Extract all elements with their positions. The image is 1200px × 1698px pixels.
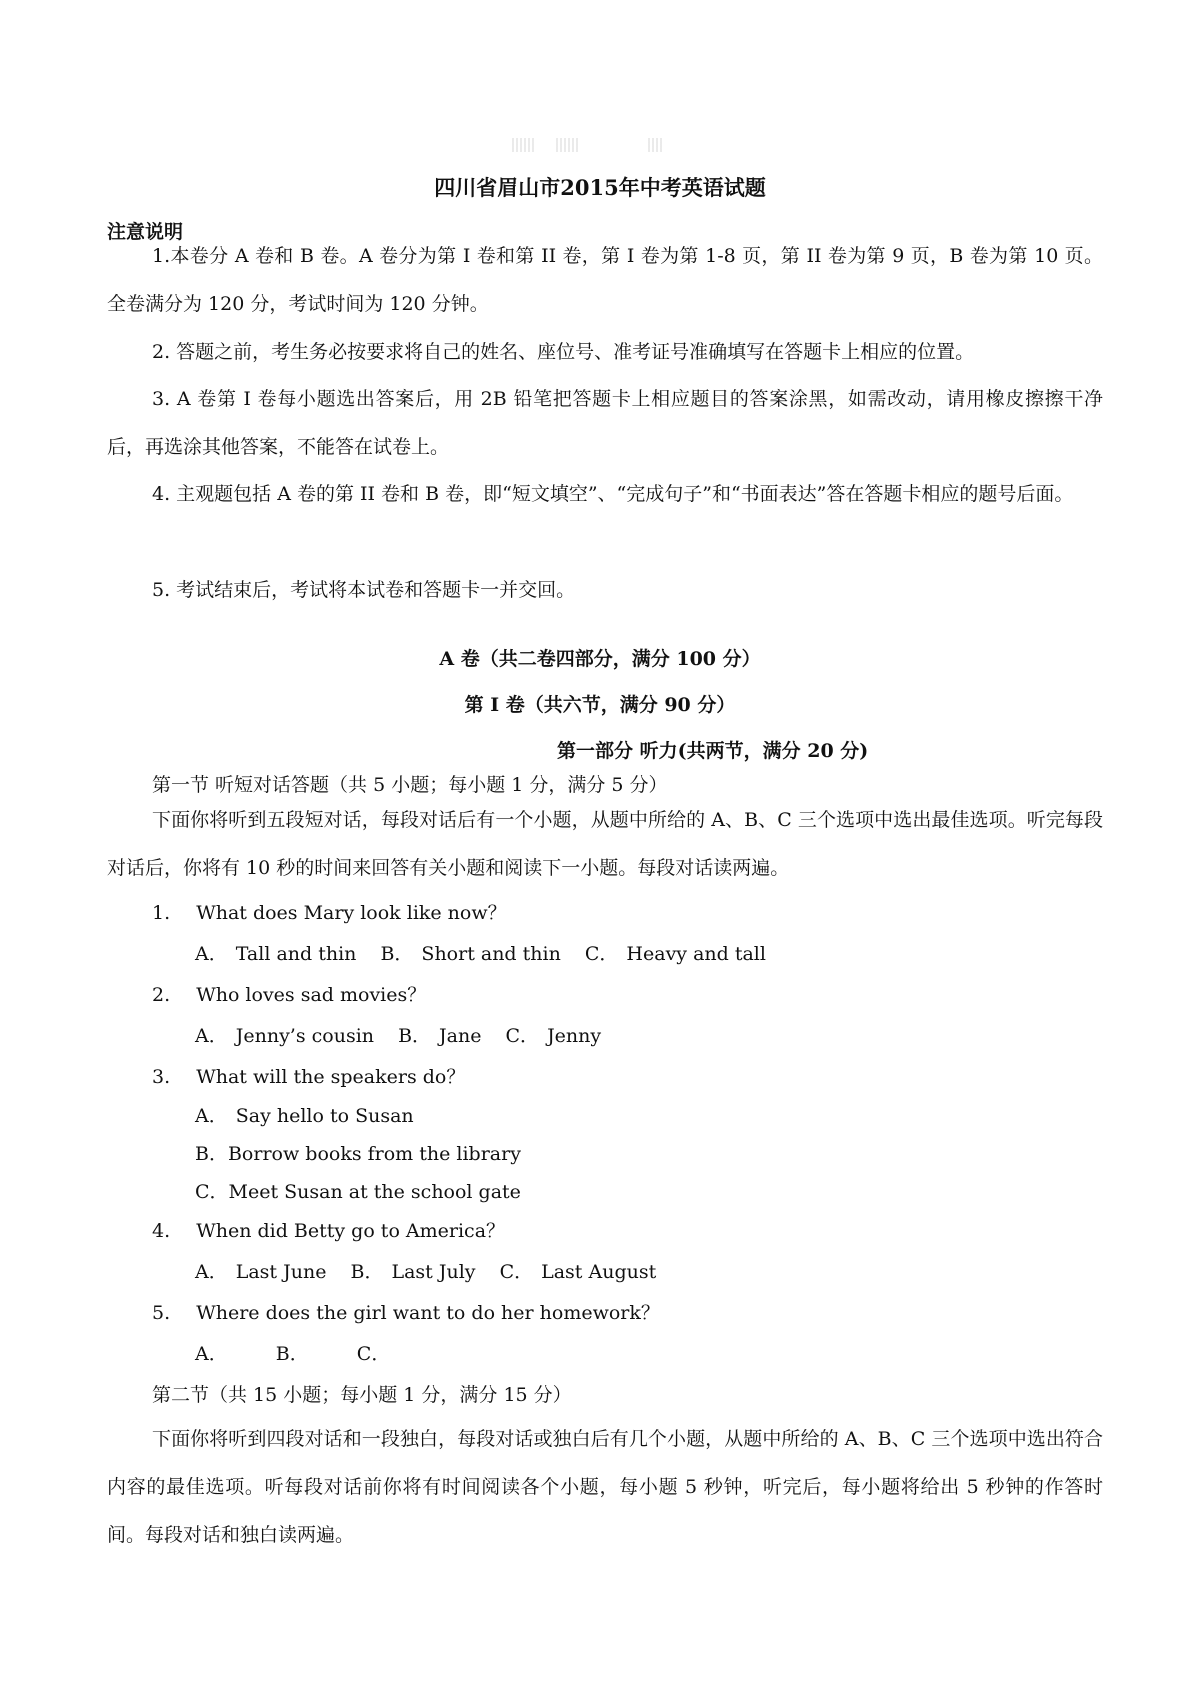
- notice-1: 1.本卷分 A 卷和 B 卷。A 卷分为第 I 卷和第 II 卷，第 I 卷为第 1-8 页，第 II 卷为第 9 页，B 卷为第 10 页。全卷满分为 120 分，考试时间为 120 分钟。: [107, 245, 1103, 315]
- question-3: [152, 1065, 465, 1089]
- option-b: B．: [275, 1343, 309, 1365]
- scan-smudge: [648, 138, 664, 152]
- question-text: Who loves sad movies？: [196, 984, 427, 1006]
- option-c: C． Last August: [499, 1261, 657, 1283]
- paper-one-heading: 第 I 卷（共六节，满分 90 分）: [464, 694, 736, 716]
- option-b: B． Jane: [398, 1025, 482, 1047]
- question-text: What will the speakers do？: [196, 1066, 466, 1088]
- option-c: C． Heavy and tall: [584, 943, 766, 965]
- question-number: 2.: [152, 984, 171, 1006]
- question-text: Where does the girl want to do her homework？: [196, 1302, 660, 1324]
- notice-heading: 注意说明: [107, 221, 184, 243]
- question-text: What does Mary look like now？: [196, 902, 507, 924]
- question-text: When did Betty go to America？: [196, 1220, 506, 1242]
- notice-5: 5. 考试结束后，考试将本试卷和答题卡一并交回。: [152, 579, 576, 601]
- scan-smudge: [512, 138, 536, 152]
- page-title: 四川省眉山市2015年中考英语试题: [434, 175, 766, 200]
- notice-2: 2. 答题之前，考生务必按要求将自己的姓名、座位号、准考证号准确填写在答题卡上相应的位置。: [152, 341, 975, 363]
- question-2: [152, 983, 426, 1007]
- question-2-options: [195, 1024, 619, 1048]
- question-number: 5.: [152, 1302, 171, 1324]
- section-two-heading: 第二节（共 15 小题；每小题 1 分，满分 15 分）: [152, 1384, 572, 1406]
- section-two-instructions: 下面你将听到四段对话和一段独白，每段对话或独白后有几个小题，从题中所给的 A、B、C 三个选项中选出符合内容的最佳选项。听每段对话前你将有时间阅读各个小题，每小题 5 秒钟，听完后，每小题将给出 5 秒钟的作答时间。每段对话和独白读两遍。: [107, 1428, 1103, 1546]
- option-a: A． Last June: [195, 1261, 327, 1283]
- option-b: B．Borrow books from the library: [195, 1143, 521, 1165]
- option-b: B． Short and thin: [380, 943, 561, 965]
- option-a: A． Jenny’s cousin: [195, 1025, 375, 1047]
- option-c: C．Meet Susan at the school gate: [195, 1181, 521, 1203]
- question-4: [152, 1219, 505, 1243]
- question-number: 1.: [152, 902, 171, 924]
- question-5-options: [195, 1342, 432, 1366]
- question-1-options: [195, 942, 784, 966]
- question-number: 3.: [152, 1066, 171, 1088]
- question-1: [152, 901, 507, 925]
- part-one-heading: 第一部分 听力(共两节，满分 20 分): [557, 740, 869, 762]
- notice-4: 4. 主观题包括 A 卷的第 II 卷和 B 卷，即“短文填空”、“完成句子”和“书面表达”答在答题卡相应的题号后面。: [152, 483, 1074, 505]
- question-4-options: [195, 1260, 674, 1284]
- section-one-heading: 第一节 听短对话答题（共 5 小题；每小题 1 分，满分 5 分）: [152, 774, 668, 796]
- option-a: A．: [195, 1343, 228, 1365]
- section-one-instructions: 下面你将听到五段短对话，每段对话后有一个小题，从题中所给的 A、B、C 三个选项中选出最佳选项。听完每段对话后，你将有 10 秒的时间来回答有关小题和阅读下一小题。每段对话读两遍。: [107, 809, 1103, 879]
- notice-3: 3. A 卷第 I 卷每小题选出答案后，用 2B 铅笔把答题卡上相应题目的答案涂黑，如需改动，请用橡皮擦擦干净后，再选涂其他答案，不能答在试卷上。: [107, 388, 1103, 458]
- option-a: A． Say hello to Susan: [195, 1105, 414, 1127]
- scan-smudge: [556, 138, 580, 152]
- question-5: [152, 1301, 660, 1325]
- volume-a-heading: A 卷（共二卷四部分，满分 100 分）: [439, 648, 761, 670]
- option-c: C． Jenny: [505, 1025, 602, 1047]
- option-a: A． Tall and thin: [195, 943, 357, 965]
- option-b: B． Last July: [350, 1261, 476, 1283]
- option-c: C．: [356, 1343, 391, 1365]
- question-number: 4.: [152, 1220, 171, 1242]
